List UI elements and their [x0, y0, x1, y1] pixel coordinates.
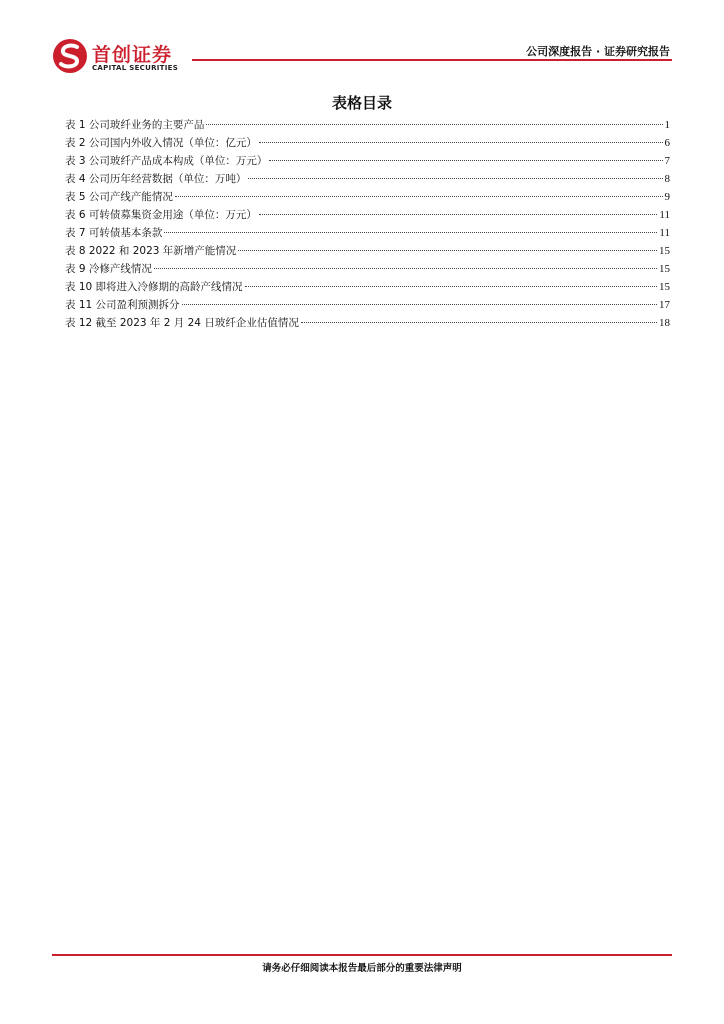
toc-entry-page: 8: [664, 173, 670, 185]
logo-chinese-name: 首创证券: [92, 44, 173, 66]
toc-title: 表格目录: [331, 94, 392, 112]
toc-entry-2[interactable]: [65, 134, 670, 152]
toc-entry-12[interactable]: [65, 314, 670, 332]
toc-entry-label: 表 12 截至 2023 年 2 月 24 日玻纤企业估值情况: [65, 317, 299, 329]
toc-leader-dots: [245, 286, 657, 287]
toc-entry-page: 15: [659, 245, 670, 257]
toc-entry-label: 表 11 公司盈利预测拆分: [65, 299, 180, 311]
header-divider: [192, 59, 672, 61]
toc-entry-label: 表 9 冷修产线情况: [65, 263, 152, 275]
toc-leader-dots: [154, 268, 657, 269]
toc-leader-dots: [164, 232, 657, 233]
toc-entry-page: 6: [664, 137, 670, 149]
toc-entry-11[interactable]: [65, 296, 670, 314]
toc-entry-label: 表 6 可转债募集资金用途（单位：万元）: [65, 209, 257, 221]
logo-english-name: CAPITAL SECURITIES: [92, 64, 179, 72]
toc-entry-page: 17: [659, 299, 670, 311]
toc-leader-dots: [259, 142, 663, 143]
toc-entry-label: 表 1 公司玻纤业务的主要产品: [65, 119, 205, 131]
toc-entry-10[interactable]: [65, 278, 670, 296]
toc-leader-dots: [206, 124, 662, 125]
toc-entry-label: 表 4 公司历年经营数据（单位：万吨）: [65, 173, 247, 185]
toc-leader-dots: [301, 322, 657, 323]
toc-entry-1[interactable]: [65, 116, 670, 134]
toc-entry-label: 表 3 公司玻纤产品成本构成（单位：万元）: [65, 155, 268, 167]
company-logo: [52, 38, 192, 74]
report-type-label: 公司深度报告 · 证券研究报告: [526, 45, 670, 58]
toc-entry-page: 7: [664, 155, 670, 167]
toc-leader-dots: [259, 214, 658, 215]
toc-entry-5[interactable]: [65, 188, 670, 206]
toc-entry-6[interactable]: [65, 206, 670, 224]
toc-leader-dots: [182, 304, 657, 305]
toc-entry-8[interactable]: [65, 242, 670, 260]
toc-entry-page: 9: [664, 191, 670, 203]
toc-entry-label: 表 8 2022 和 2023 年新增产能情况: [65, 245, 237, 257]
toc-entry-7[interactable]: [65, 224, 670, 242]
toc-entry-4[interactable]: [65, 170, 670, 188]
toc-entry-label: 表 7 可转债基本条款: [65, 227, 163, 239]
toc-leader-dots: [175, 196, 663, 197]
toc-leader-dots: [248, 178, 662, 179]
toc-entry-page: 11: [659, 209, 670, 221]
legal-disclaimer: 请务必仔细阅读本报告最后部分的重要法律声明: [262, 963, 462, 974]
toc-entry-label: 表 10 即将进入冷修期的高龄产线情况: [65, 281, 243, 293]
toc-entry-label: 表 2 公司国内外收入情况（单位：亿元）: [65, 137, 257, 149]
toc-entry-page: 18: [659, 317, 670, 329]
toc-entry-page: 11: [659, 227, 670, 239]
toc-entry-9[interactable]: [65, 260, 670, 278]
toc-entry-label: 表 5 公司产线产能情况: [65, 191, 173, 203]
toc-entry-3[interactable]: [65, 152, 670, 170]
table-of-tables: [65, 116, 670, 332]
toc-entry-page: 1: [664, 119, 670, 131]
footer-divider: [52, 954, 672, 956]
toc-leader-dots: [238, 250, 657, 251]
capital-securities-logo-icon: [52, 38, 88, 74]
toc-leader-dots: [269, 160, 662, 161]
toc-entry-page: 15: [659, 263, 670, 275]
toc-entry-page: 15: [659, 281, 670, 293]
